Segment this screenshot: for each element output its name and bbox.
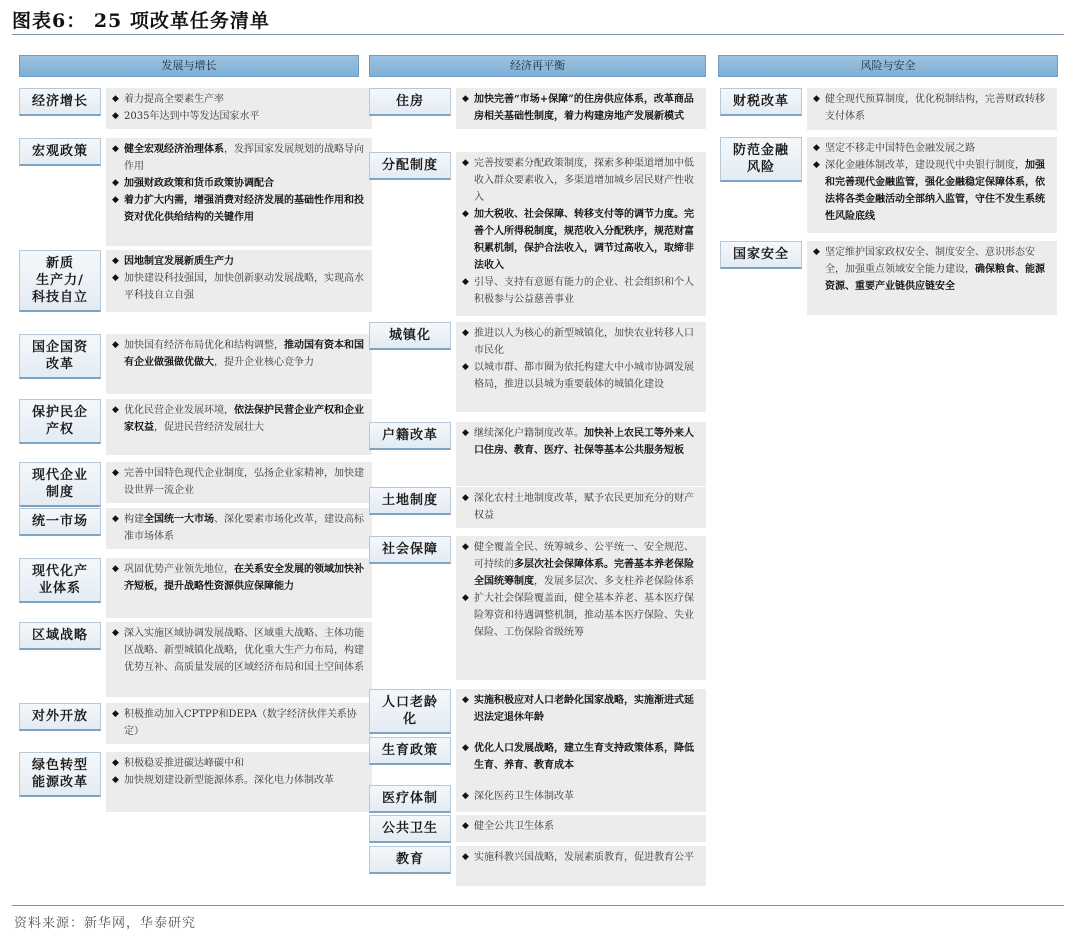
text: 加快国有经济布局优化和结构调整， xyxy=(124,340,284,351)
reform-label: 经济增长 xyxy=(19,88,101,116)
bullet-item xyxy=(112,253,366,270)
text: 深入实施区域协调发展战略、区域重大战略、主体功能区战略、新型城镇化战略，优化重大生产力布局，构建优势互补、高质量发展的区域经济布局和国土空间体系 xyxy=(124,628,364,673)
reform-content xyxy=(106,462,372,503)
text: 完善按要素分配政策制度，探索多种渠道增加中低收入群众要素收入，多渠道增加城乡居民财产性收入 xyxy=(474,158,694,203)
bold-text: 加强和完善现代金融监管，强化金融稳定保障体系，依法将各类金融活动全部纳入监管，守住不发生系统性风险底线 xyxy=(825,160,1045,222)
reform-content xyxy=(456,152,706,316)
bullet-item xyxy=(462,359,700,393)
bullet-item xyxy=(813,140,1051,157)
reform-row xyxy=(19,622,372,697)
bullet-item xyxy=(112,91,366,108)
reform-label: 国家安全 xyxy=(720,241,802,269)
reform-content xyxy=(106,558,372,618)
text: 继续深化户籍制度改革。 xyxy=(474,428,584,439)
text: 优化民营企业发展环境， xyxy=(124,405,234,416)
source-note: 资料来源：新华网，华泰研究 xyxy=(14,916,197,931)
bullet-item xyxy=(462,91,700,125)
bullet-item xyxy=(112,175,366,192)
reform-content xyxy=(807,241,1057,315)
bullet-item xyxy=(112,625,366,676)
bullet-item xyxy=(112,755,366,772)
bullet-item xyxy=(462,206,700,274)
bullet-item xyxy=(112,270,366,304)
reform-row xyxy=(369,737,706,785)
reform-content xyxy=(106,399,372,455)
reform-label: 统一市场 xyxy=(19,508,101,536)
column-header-growth: 发展与增长 xyxy=(19,55,359,77)
reform-row xyxy=(19,462,372,502)
reform-label: 医疗体制 xyxy=(369,785,451,813)
bullet-item xyxy=(813,244,1051,295)
text: 加快规划建设新型能源体系。深化电力体制改革 xyxy=(124,775,334,786)
text: 加快建设科技强国，加快创新驱动发展战略，实现高水平科技自立自强 xyxy=(124,273,364,301)
bullet-item xyxy=(813,91,1051,125)
bullet-item xyxy=(462,740,700,774)
reform-label: 户籍改革 xyxy=(369,422,451,450)
bullet-item xyxy=(112,192,366,226)
bold-text: 全国统一大市场 xyxy=(144,514,214,525)
bullet-item xyxy=(462,788,700,805)
reform-label: 土地制度 xyxy=(369,487,451,515)
reform-row xyxy=(720,137,1057,233)
text: 积极推动加入CPTPP和DEPA（数字经济伙伴关系协定） xyxy=(124,709,357,737)
text: 构建 xyxy=(124,514,144,525)
reform-content xyxy=(106,508,372,549)
text: 扩大社会保险覆盖面，健全基本养老、基本医疗保险筹资和待遇调整机制，推动基本医疗保险、失业保险、工伤保险省级统筹 xyxy=(474,593,694,638)
reform-row xyxy=(19,558,372,618)
reform-content xyxy=(456,322,706,412)
bold-text: 加强财政政策和货币政策协调配合 xyxy=(124,178,274,189)
bullet-item xyxy=(462,425,700,459)
text: 2035年达到中等发达国家水平 xyxy=(124,111,260,122)
bullet-item xyxy=(112,511,366,545)
bold-text: 多层次社会保障体系。完善基本养老保险全国统筹制度 xyxy=(474,559,694,587)
reform-row xyxy=(19,508,372,543)
text: 坚定维护国家政权安全、制度安全、意识形态安全，加强重点领域安全能力建设， xyxy=(825,247,1035,275)
reform-content xyxy=(807,88,1057,130)
text: ，提升企业核心竞争力 xyxy=(214,357,314,368)
column-header-rebalance: 经济再平衡 xyxy=(369,55,706,77)
bullet-item xyxy=(462,325,700,359)
reform-content xyxy=(106,138,372,246)
reform-content xyxy=(456,785,706,812)
reform-row xyxy=(720,241,1057,315)
text: 坚定不移走中国特色金融发展之路 xyxy=(825,143,975,154)
bullet-item xyxy=(112,108,366,125)
reform-label: 保护民企 产权 xyxy=(19,399,101,444)
reform-row xyxy=(369,815,706,842)
bold-text: 因地制宜发展新质生产力 xyxy=(124,256,234,267)
bullet-item xyxy=(112,402,366,436)
reform-row xyxy=(369,322,706,412)
text: ，发展多层次、多支柱养老保险体系 xyxy=(534,576,694,587)
bullet-item xyxy=(112,465,366,499)
reform-label: 财税改革 xyxy=(720,88,802,116)
reform-label: 分配制度 xyxy=(369,152,451,180)
bold-text: 加快补上农民工等外来人口住房、教育、医疗、社保等基本公共服务短板 xyxy=(474,428,694,456)
reform-content xyxy=(456,422,706,486)
text: 深化农村土地制度改革，赋予农民更加充分的财产权益 xyxy=(474,493,694,521)
text: 实施科教兴国战略，发展素质教育，促进教育公平 xyxy=(474,852,694,863)
reform-content xyxy=(807,137,1057,233)
text: 健全现代预算制度，优化税制结构，完善财政转移支付体系 xyxy=(825,94,1045,122)
bullet-item xyxy=(112,772,366,789)
bullet-item xyxy=(112,706,366,740)
reform-row xyxy=(369,88,706,128)
reform-content xyxy=(106,250,372,312)
reform-content xyxy=(106,622,372,697)
reform-label: 新质 生产力/ 科技自立 xyxy=(19,250,101,312)
reform-label: 现代化产 业体系 xyxy=(19,558,101,603)
reform-label: 社会保障 xyxy=(369,536,451,564)
reform-content xyxy=(456,536,706,680)
reform-content xyxy=(106,703,372,744)
reform-label: 宏观政策 xyxy=(19,138,101,166)
reform-row xyxy=(369,422,706,486)
figure-title: 图表6： 25 项改革任务清单 xyxy=(12,10,270,32)
bullet-item xyxy=(112,141,366,175)
reform-content xyxy=(456,487,706,528)
reform-content xyxy=(456,846,706,886)
text: 健全覆盖全民、统筹城乡、公平统一、安全规范、可持续的 xyxy=(474,542,694,570)
reform-row xyxy=(19,250,372,312)
bold-text: 健全宏观经济治理体系 xyxy=(124,144,224,155)
bold-text: 实施积极应对人口老龄化国家战略，实施渐进式延迟法定退休年龄 xyxy=(474,695,694,723)
text: 巩固优势产业领先地位， xyxy=(124,564,234,575)
text: 深化医药卫生体制改革 xyxy=(474,791,574,802)
reform-label: 生育政策 xyxy=(369,737,451,765)
bullet-item xyxy=(462,490,700,524)
reform-row xyxy=(19,703,372,743)
text: ，促进民营经济发展壮大 xyxy=(154,422,264,433)
text: 推进以人为核心的新型城镇化，加快农业转移人口市民化 xyxy=(474,328,694,356)
reform-row xyxy=(369,846,706,886)
reform-label: 城镇化 xyxy=(369,322,451,350)
reform-label: 对外开放 xyxy=(19,703,101,731)
reform-row xyxy=(369,689,706,737)
reform-row xyxy=(369,487,706,527)
bold-text: 着力扩大内需，增强消费对经济发展的基础性作用和投资对优化供给结构的关键作用 xyxy=(124,195,364,223)
reform-label: 人口老龄 化 xyxy=(369,689,451,734)
text: 引导、支持有意愿有能力的企业、社会组织和个人积极参与公益慈善事业 xyxy=(474,277,694,305)
reform-row xyxy=(720,88,1057,130)
reform-row xyxy=(19,88,372,122)
reform-label: 住房 xyxy=(369,88,451,116)
bullet-item xyxy=(462,274,700,308)
reform-label: 国企国资 改革 xyxy=(19,334,101,379)
text: 、深化要素市场化改革，建设高标准市场体系 xyxy=(124,514,364,542)
bold-text: 加大税收、社会保障、转移支付等的调节力度。完善个人所得税制度，规范收入分配秩序，规范财富积累机制，保护合法收入，调节过高收入，取缔非法收入 xyxy=(474,209,694,271)
reform-row xyxy=(19,399,372,455)
bullet-item xyxy=(462,849,700,866)
bullet-item xyxy=(112,561,366,595)
bold-text: 依法保护民营企业产权和企业家权益 xyxy=(124,405,364,433)
reform-content xyxy=(106,752,372,812)
text: 积极稳妥推进碳达峰碳中和 xyxy=(124,758,244,769)
reform-content xyxy=(456,88,706,129)
reform-content xyxy=(106,334,372,394)
reform-label: 教育 xyxy=(369,846,451,874)
reform-content xyxy=(456,689,706,737)
top-rule xyxy=(12,34,1064,35)
bold-text: 加快完善“市场+保障”的住房供应体系，改革商品房相关基础性制度，着力构建房地产发展新模式 xyxy=(474,94,694,122)
text: ，发挥国家发展规划的战略导向作用 xyxy=(124,144,364,172)
reform-row xyxy=(369,785,706,812)
reform-content xyxy=(456,815,706,842)
reform-row xyxy=(369,536,706,680)
reform-row xyxy=(369,152,706,316)
bold-text: 确保粮食、能源资源、重要产业链供应链安全 xyxy=(825,264,1045,292)
bullet-item xyxy=(462,692,700,726)
text: 着力提高全要素生产率 xyxy=(124,94,224,105)
reform-label: 公共卫生 xyxy=(369,815,451,843)
reform-row xyxy=(19,752,372,812)
reform-content xyxy=(106,88,372,129)
text: 深化金融体制改革，建设现代中央银行制度， xyxy=(825,160,1025,171)
bullet-item xyxy=(462,590,700,641)
reform-label: 防范金融 风险 xyxy=(720,137,802,182)
text: 健全公共卫生体系 xyxy=(474,821,554,832)
bold-text: 在关系安全发展的领域加快补齐短板，提升战略性资源供应保障能力 xyxy=(124,564,364,592)
text: 完善中国特色现代企业制度，弘扬企业家精神，加快建设世界一流企业 xyxy=(124,468,364,496)
reform-label: 绿色转型 能源改革 xyxy=(19,752,101,797)
bullet-item xyxy=(462,539,700,590)
bullet-item xyxy=(813,157,1051,225)
bold-text: 推动国有资本和国有企业做强做优做大 xyxy=(124,340,364,368)
bullet-item xyxy=(462,155,700,206)
reform-row xyxy=(19,334,372,394)
bullet-item xyxy=(462,818,700,835)
column-header-risk: 风险与安全 xyxy=(718,55,1058,77)
text: 以城市群、都市圈为依托构建大中小城市协调发展格局，推进以县城为重要载体的城镇化建设 xyxy=(474,362,694,390)
reform-label: 区域战略 xyxy=(19,622,101,650)
reform-label: 现代企业 制度 xyxy=(19,462,101,507)
bold-text: 优化人口发展战略，建立生育支持政策体系，降低生育、养育、教育成本 xyxy=(474,743,694,771)
reform-content xyxy=(456,737,706,785)
bullet-item xyxy=(112,337,366,371)
reform-row xyxy=(19,138,372,246)
bottom-rule xyxy=(12,905,1064,906)
